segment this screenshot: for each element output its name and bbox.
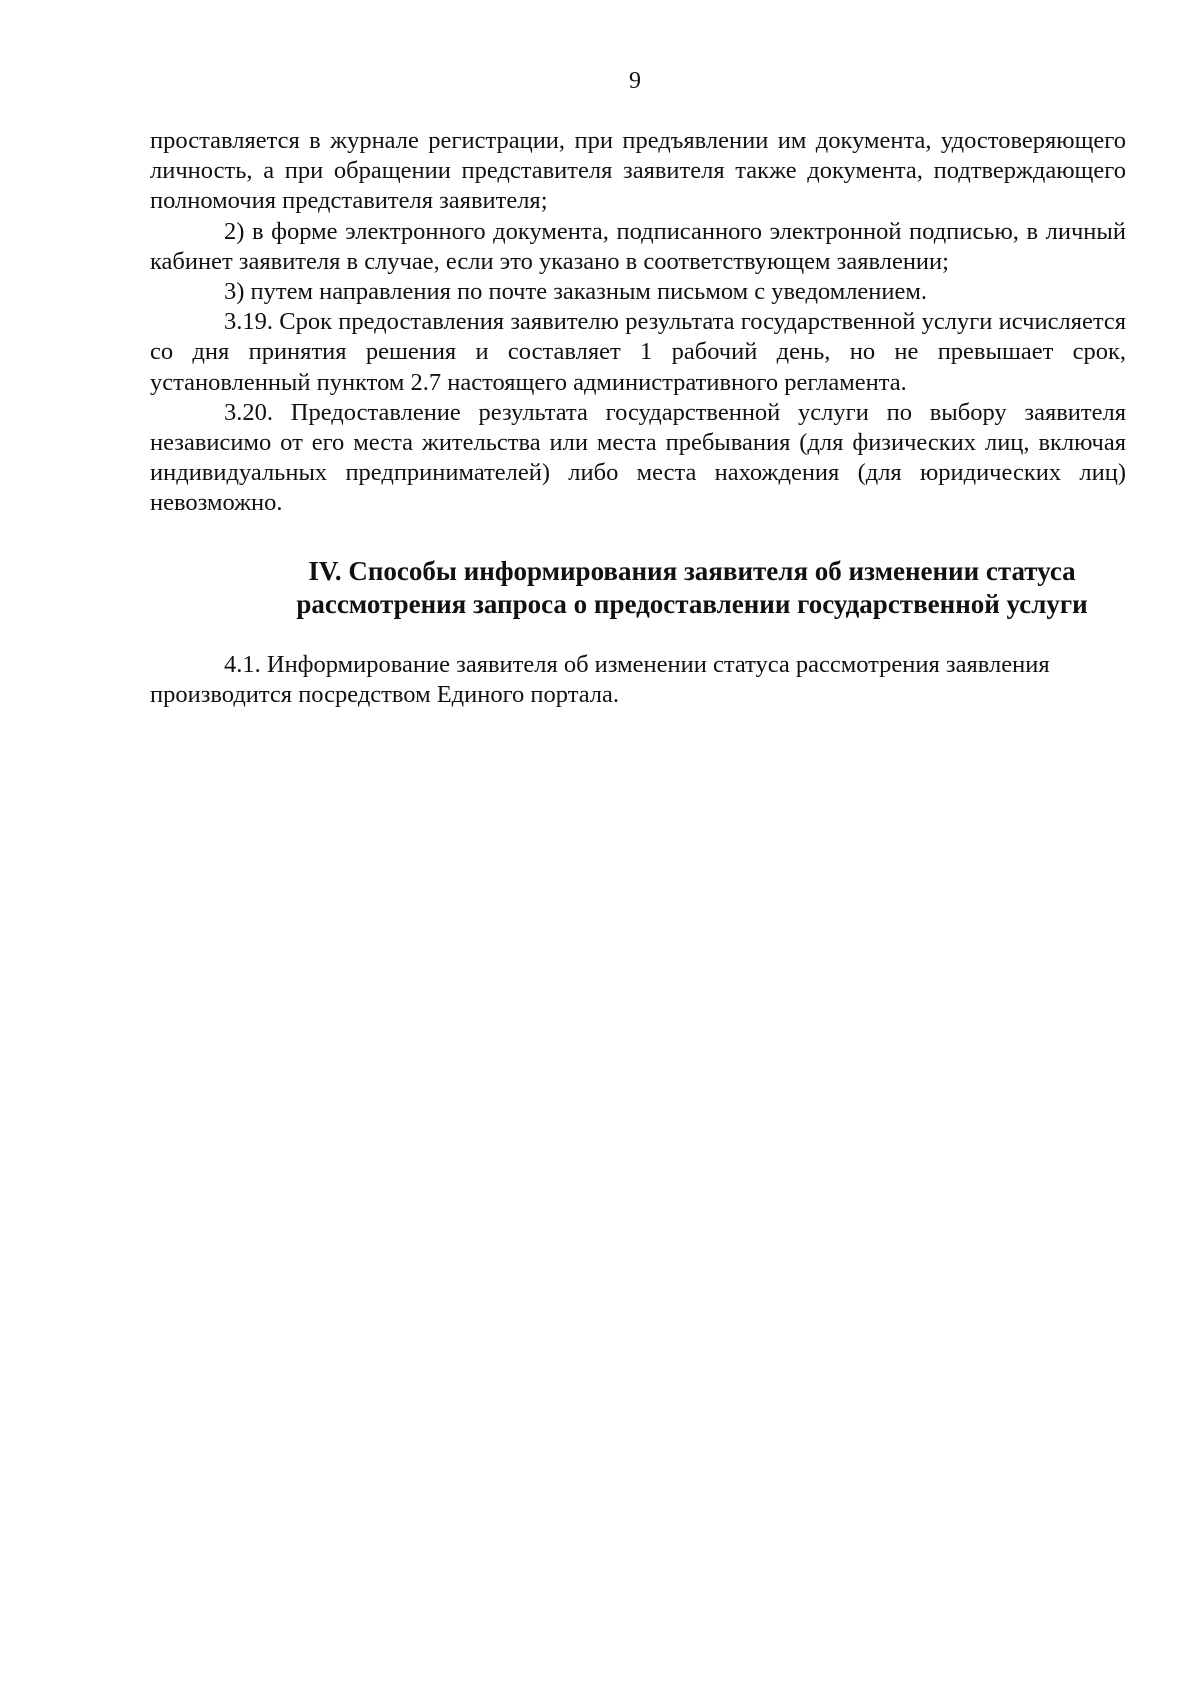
paragraph-item-3: 3) путем направления по почте заказным письмом с уведомлением. [224, 278, 928, 306]
paragraph-4-1: 4.1. Информирование заявителя об изменении статуса рассмотрения заявления производится посредством Единого портала. [150, 651, 1050, 709]
section-heading-line-1: IV. Способы информирования заявителя об изменении статуса [308, 556, 1076, 586]
paragraph-3-19: 3.19. Срок предоставления заявителю результата государственной услуги исчисляется со дня принятия решения и составляет 1 рабочий день, но не превышает срок, установленный пунктом 2.7 настоящего административного регламента. [150, 308, 1126, 396]
page-number: 9 [629, 68, 641, 94]
paragraph-item-2: 2) в форме электронного документа, подписанного электронной подписью, в личный кабинет заявителя в случае, если это указано в соответствующем заявлении; [150, 217, 1126, 275]
section-heading [232, 555, 1152, 621]
paragraph-3-20: 3.20. Предоставление результата государственной услуги по выбору заявителя независимо от его места жительства или места пребывания (для физических лиц, включая индивидуальных предпринимателей) либо места нахождения (для юридических лиц) невозможно. [150, 398, 1126, 517]
body-text [150, 126, 1126, 519]
section-body [150, 650, 1126, 710]
paragraph-continued: проставляется в журнале регистрации, при предъявлении им документа, удостоверяющего личность, а при обращении представителя заявителя также документа, подтверждающего полномочия представителя заявителя; [150, 127, 1126, 215]
section-heading-line-2: рассмотрения запроса о предоставлении государственной услуги [296, 589, 1088, 619]
